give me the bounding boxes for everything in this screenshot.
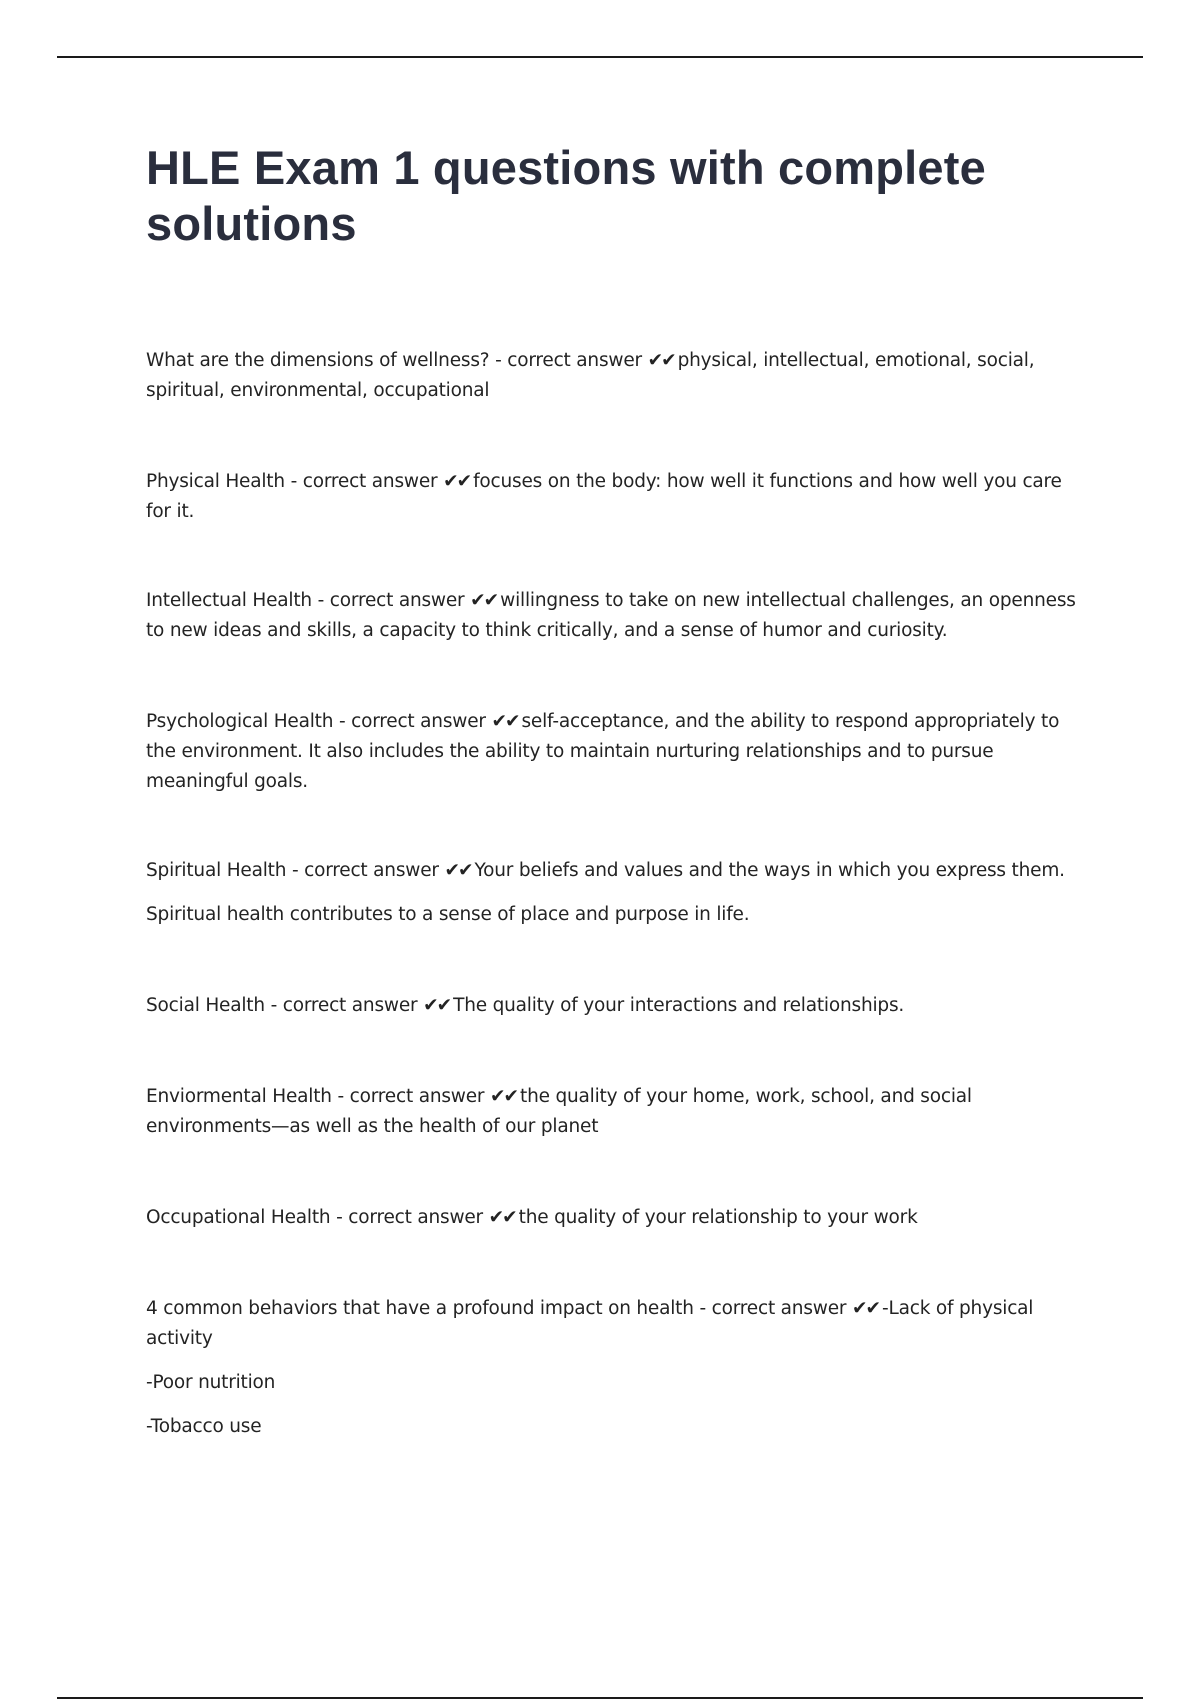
qa-entry-line: [146, 1082, 1076, 1142]
qa-entry-spiritual-health: [146, 856, 1076, 930]
double-check-icon: ✔✔: [647, 350, 675, 371]
qa-answer: -Lack of physical activity: [146, 1298, 1034, 1349]
qa-term: Spiritual Health: [146, 860, 287, 881]
qa-answer-continuation: -Poor nutrition: [146, 1372, 276, 1393]
double-check-icon: ✔✔: [851, 1298, 879, 1319]
qa-entry-social-health: [146, 991, 1076, 1021]
qa-answer: physical, intellectual, emotional, social, spiritual, environmental, occupational: [146, 350, 1035, 401]
qa-answer: Your beliefs and values and the ways in which you express them.: [474, 860, 1065, 881]
qa-term: Occupational Health: [146, 1207, 331, 1228]
bottom-rule: [57, 1697, 1143, 1699]
qa-answer: willingness to take on new intellectual challenges, an openness to new ideas and skills, a capacity to think critically, and a sense of humor and curiosity.: [146, 590, 1076, 641]
qa-entry-enviormental-health: [146, 1082, 1076, 1142]
qa-term: 4 common behaviors that have a profound impact on health: [146, 1298, 694, 1319]
double-check-icon: ✔✔: [470, 590, 498, 611]
qa-answer-continuation: Spiritual health contributes to a sense of place and purpose in life.: [146, 904, 750, 925]
double-check-icon: ✔✔: [491, 711, 519, 732]
qa-entry-intellectual-health: [146, 586, 1076, 646]
qa-answer: the quality of your relationship to your work: [518, 1207, 918, 1228]
qa-entry-physical-health: [146, 467, 1076, 527]
qa-entry-dimensions-of-wellness: [146, 346, 1076, 406]
qa-separator: - correct answer: [331, 1086, 490, 1107]
qa-entry-line: [146, 346, 1076, 406]
qa-answer: focuses on the body: how well it functions and how well you care for it.: [146, 471, 1062, 522]
qa-entry-line: [146, 586, 1076, 646]
qa-term: Psychological Health: [146, 711, 334, 732]
qa-answer: the quality of your home, work, school, and social environments—as well as the health of our planet: [146, 1086, 972, 1137]
qa-entry-line: [146, 707, 1076, 797]
qa-entry-line: [146, 1294, 1076, 1354]
qa-term: Enviormental Health: [146, 1086, 332, 1107]
qa-answer-continuation: -Tobacco use: [146, 1416, 262, 1437]
qa-term: Social Health: [146, 995, 265, 1016]
qa-entry-line: [146, 991, 1076, 1021]
qa-term: Physical Health: [146, 471, 285, 492]
qa-entry-line: [146, 1203, 1076, 1233]
double-check-icon: ✔✔: [443, 471, 471, 492]
qa-entry-line: [146, 467, 1076, 527]
qa-answer: The quality of your interactions and relationships.: [453, 995, 905, 1016]
qa-term: What are the dimensions of wellness?: [146, 350, 490, 371]
qa-separator: - correct answer: [693, 1298, 852, 1319]
qa-separator: - correct answer: [330, 1207, 489, 1228]
qa-separator: - correct answer: [489, 350, 648, 371]
qa-separator: - correct answer: [311, 590, 471, 611]
qa-entry-occupational-health: [146, 1203, 1076, 1233]
top-rule: [57, 56, 1143, 58]
double-check-icon: ✔✔: [423, 995, 451, 1016]
qa-separator: - correct answer: [333, 711, 492, 732]
qa-entry-line: [146, 856, 1076, 886]
qa-entry-common-behaviors: [146, 1294, 1076, 1442]
double-check-icon: ✔✔: [444, 860, 472, 881]
qa-answer: self-acceptance, and the ability to respond appropriately to the environment. It also includes the ability to maintain nurturing relationships and to pursue meaningful goals.: [146, 711, 1060, 792]
qa-separator: - correct answer: [284, 471, 444, 492]
double-check-icon: ✔✔: [488, 1207, 516, 1228]
double-check-icon: ✔✔: [490, 1086, 518, 1107]
qa-separator: - correct answer: [264, 995, 424, 1016]
page-title: HLE Exam 1 questions with complete solutions: [146, 141, 986, 250]
qa-separator: - correct answer: [286, 860, 445, 881]
qa-term: Intellectual Health: [146, 590, 312, 611]
qa-entry-psychological-health: [146, 707, 1076, 797]
